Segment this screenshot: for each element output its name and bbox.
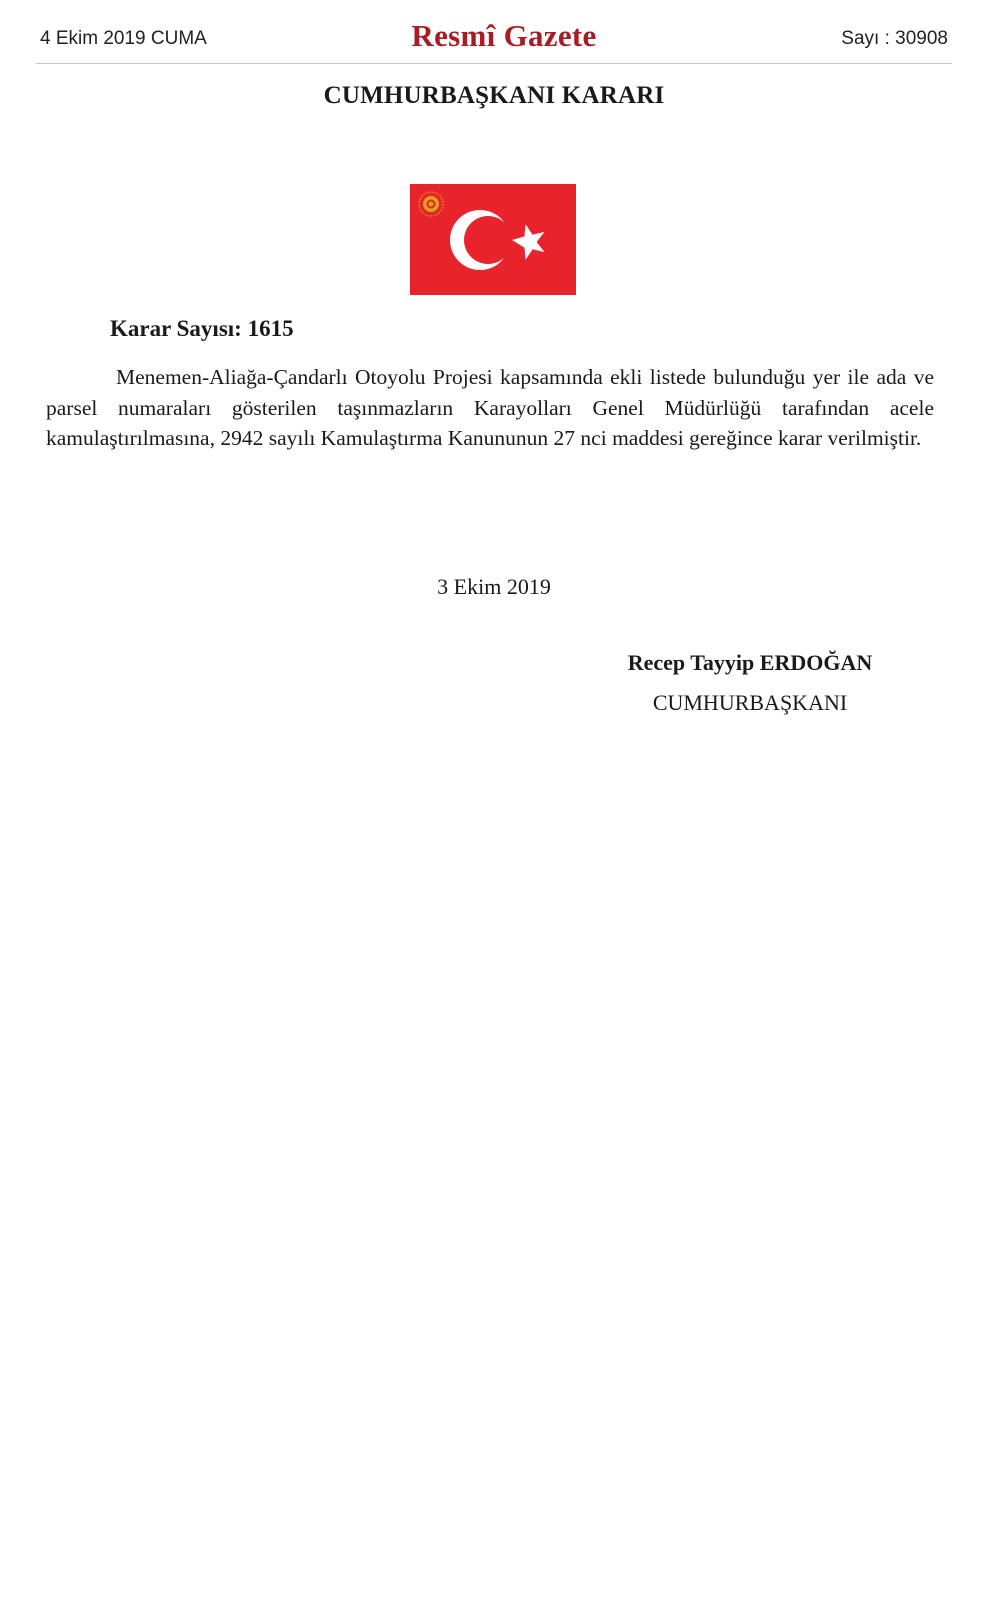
gazette-title: Resmî Gazete xyxy=(411,18,597,53)
issue-number: Sayı : 30908 xyxy=(841,28,948,49)
crescent-inner xyxy=(464,216,512,264)
document-heading: CUMHURBAŞKANI KARARI xyxy=(323,82,665,109)
signer-title: CUMHURBAŞKANI xyxy=(652,690,848,715)
gazette-header xyxy=(0,0,1008,66)
decision-number: Karar Sayısı: 1615 xyxy=(110,316,294,341)
turkish-flag-icon xyxy=(410,184,576,295)
publication-date: 4 Ekim 2019 CUMA xyxy=(40,28,207,49)
signer-name: Recep Tayyip ERDOĞAN xyxy=(627,650,873,675)
decision-date: 3 Ekim 2019 xyxy=(437,574,551,599)
header-divider xyxy=(36,63,952,64)
decision-body-text: Menemen-Aliağa-Çandarlı Otoyolu Projesi kapsamında ekli listede bulunduğu yer ile ada ve parsel numaraları gösterilen taşınmazların Karayolları Genel Müdürlüğü tarafından acele kamulaştırılmasına, 2942 sayılı Kamulaştırma Kanununun 27 nci maddesi gereğince karar verilmiştir. xyxy=(46,365,934,450)
